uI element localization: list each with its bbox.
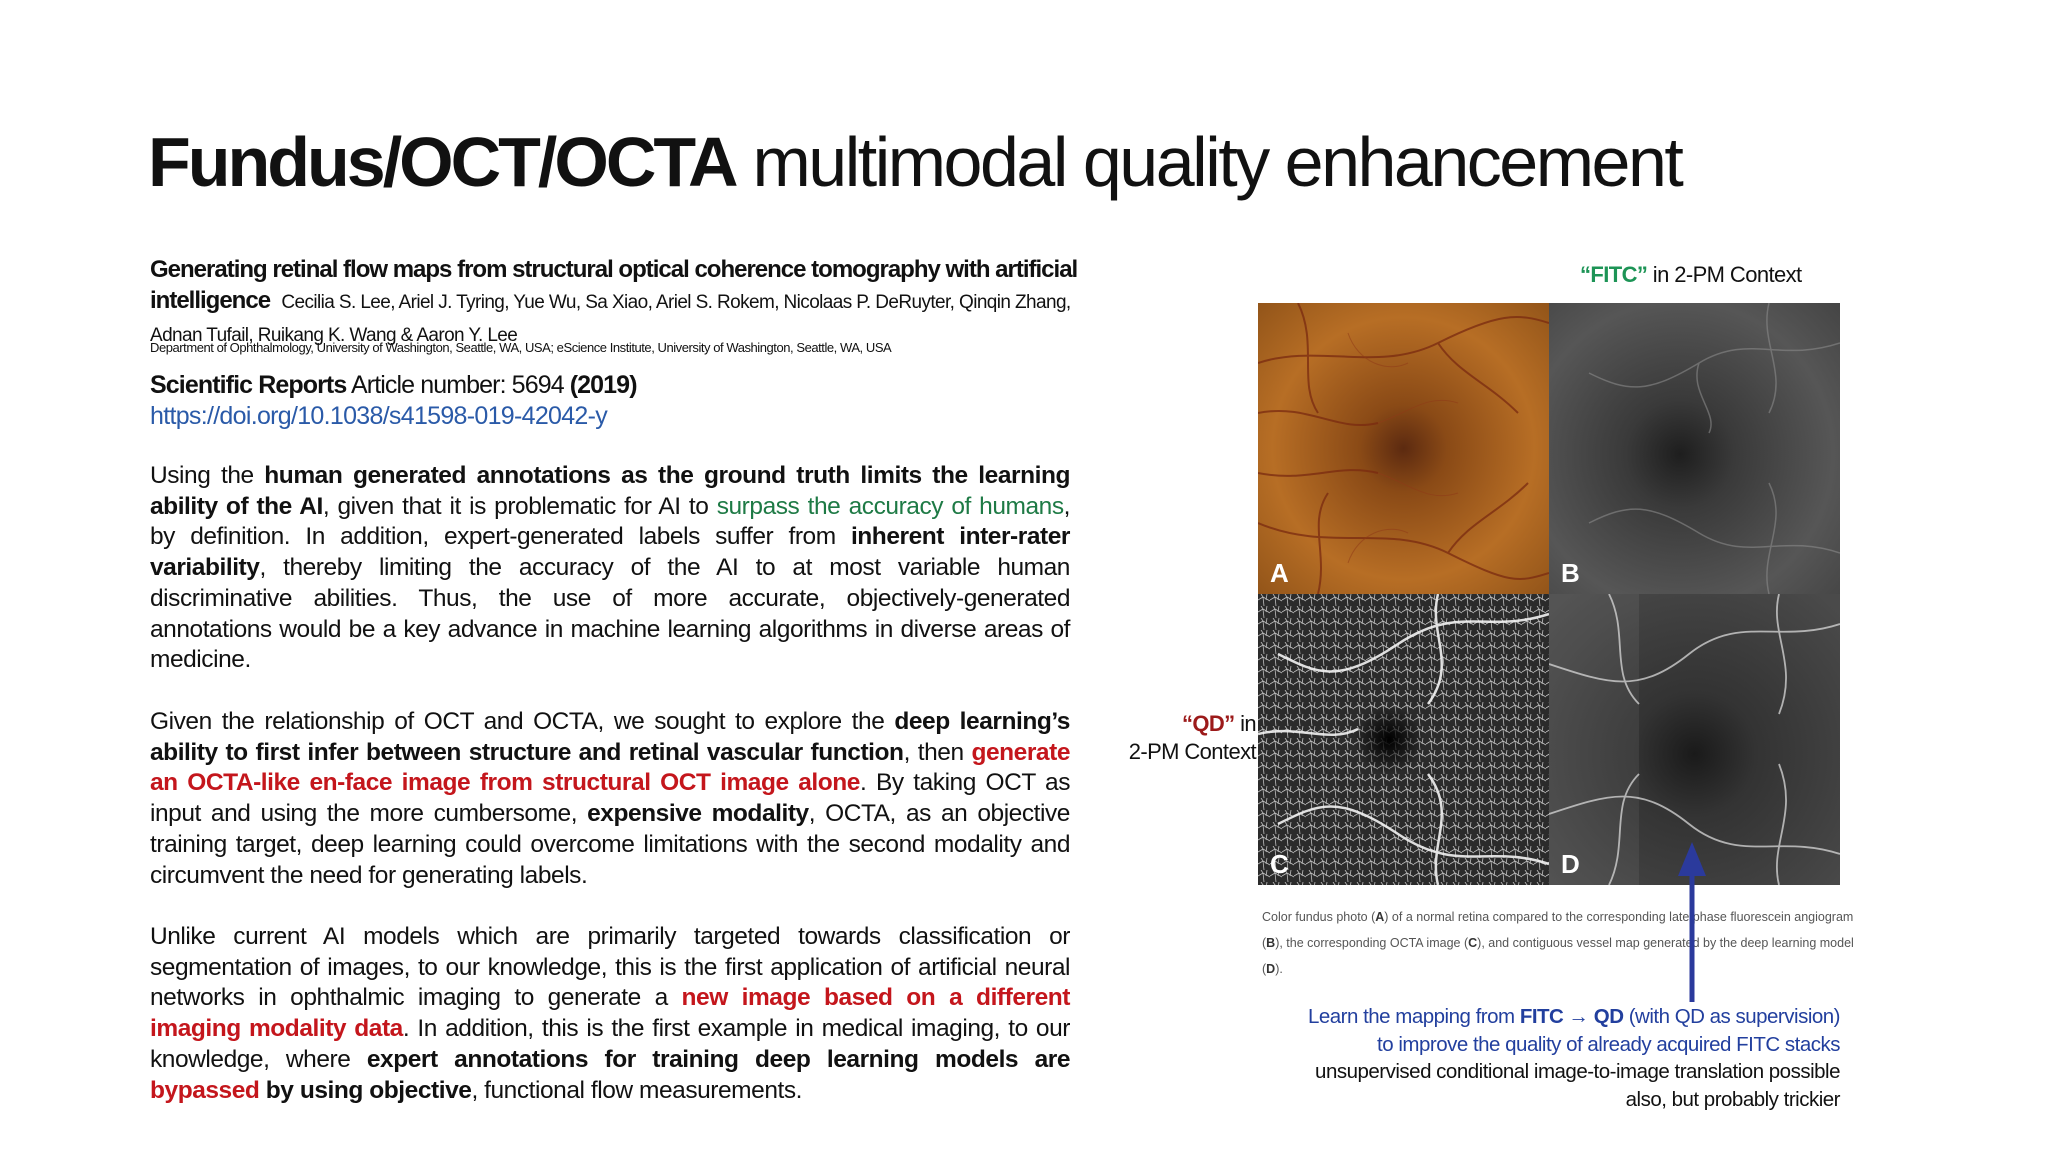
text-run: (with QD as supervision) xyxy=(1623,1005,1840,1028)
highlight-run: surpass the accuracy of humans xyxy=(716,492,1064,520)
highlight-run: generate an OCTA-like en-face image from structural OCT image alone xyxy=(150,738,1070,797)
text-run: Given the relationship of OCT and OCTA, we sought to explore the xyxy=(150,708,895,735)
text-run: , then xyxy=(903,738,972,766)
slide-title-bold: Fundus/OCT/OCTA xyxy=(148,123,736,201)
caption-text: ) of a normal retina compared to the corresponding late phase fluorescein angiogram ( xyxy=(1262,910,1854,950)
caption-ref: A xyxy=(1375,910,1385,924)
article-number: Article number: 5694 xyxy=(346,371,570,399)
text-run: , functional flow measurements. xyxy=(471,1076,803,1104)
emphasis-run: inherent inter-rater variability xyxy=(150,523,1070,582)
panel-label-a: A xyxy=(1270,558,1289,588)
paragraph-oct-octa xyxy=(150,707,1070,891)
qd-term: QD xyxy=(1593,1005,1624,1028)
text-run: . By taking OCT as input and using the more cumbersome, xyxy=(150,769,1070,828)
qd-name: “QD” xyxy=(1181,711,1235,736)
text-run: Learn the mapping from xyxy=(1307,1005,1520,1028)
text-run: , OCTA, as an objective training target, deep learning could overcome limitations with the second modality and circumvent the need for generating labels. xyxy=(150,800,1070,889)
emphasis-run: deep learning’s ability to first infer between structure and retinal vascular function xyxy=(150,708,1070,766)
fitc-name: “FITC” xyxy=(1580,262,1648,287)
text-run: . In addition, this is the first example in medical imaging, to our knowledge, where xyxy=(150,1015,1070,1073)
panel-label-b: B xyxy=(1561,558,1580,588)
fitc-term: FITC xyxy=(1519,1005,1564,1028)
arrow-up-icon xyxy=(1676,842,1708,1007)
caption-text: Color fundus photo ( xyxy=(1262,910,1376,924)
slide-title-rest: multimodal quality enhancement xyxy=(735,123,1682,201)
journal-name: Scientific Reports xyxy=(150,371,347,399)
paper-authors: Cecilia S. Lee, Ariel J. Tyring, Yue Wu, Sa Xiao, Ariel S. Rokem, Nicolaas P. DeRuyter, Qinqin Zhang, Adnan Tufail, Ruikang K. Wang & Aaron Y. Lee xyxy=(150,292,1071,346)
text-run: , given that it is problematic for AI to xyxy=(322,492,717,520)
text-run: Unlike current AI models which are primarily targeted towards classification or segmentation of images, to our knowledge, this is the first application of artificial neural networks in ophthalmic imaging to generate a xyxy=(150,923,1070,1012)
fitc-label xyxy=(1580,262,1802,288)
slide-title xyxy=(148,120,1681,204)
text-run: , by definition. In addition, expert-generated labels suffer from xyxy=(150,492,1070,551)
paragraph-novelty xyxy=(150,922,1070,1106)
paper-title: Generating retinal flow maps from structural optical coherence tomography with artificial intelligence xyxy=(150,256,1078,314)
panel-label-c: C xyxy=(1270,849,1289,879)
caption-ref: B xyxy=(1266,936,1276,950)
emphasis-run: by using objective xyxy=(259,1076,472,1104)
highlight-run: new image based on a different imaging modality data xyxy=(150,984,1071,1043)
publication-year: (2019) xyxy=(569,371,637,399)
fitc-context: in 2-PM Context xyxy=(1647,262,1802,287)
unsupervised-note-line-2: also, but probably trickier xyxy=(1625,1087,1840,1111)
highlight-run: bypassed xyxy=(150,1076,260,1104)
mapping-line-1 xyxy=(1180,1003,1840,1031)
fluorescein-angiogram-image xyxy=(1549,303,1840,594)
doi-link[interactable]: https://doi.org/10.1038/s41598-019-42042-y xyxy=(150,402,608,430)
paper-affiliation: Department of Ophthalmology, University of Washington, Seattle, WA, USA; eScience Institute, University of Washington, Seattle, WA, USA xyxy=(150,340,892,355)
caption-text: ). xyxy=(1275,962,1283,976)
caption-text: ), and contiguous vessel map generated by the deep learning model ( xyxy=(1262,936,1854,976)
arrow-term: → xyxy=(1563,1005,1594,1028)
retina-figure xyxy=(1258,303,1840,885)
qd-label xyxy=(1106,710,1256,766)
octa-image xyxy=(1258,594,1549,885)
paper-reference xyxy=(150,254,1080,351)
unsupervised-note-line-1: unsupervised conditional image-to-image translation possible xyxy=(1315,1060,1840,1083)
emphasis-run: expert annotations for training deep learning models are xyxy=(366,1045,1071,1073)
emphasis-run: expensive modality xyxy=(587,800,809,828)
panel-label-d: D xyxy=(1561,849,1580,879)
caption-ref: C xyxy=(1468,936,1478,950)
paragraph-ground-truth xyxy=(150,461,1070,676)
mapping-line-2: to improve the quality of already acquired FITC stacks xyxy=(1377,1032,1840,1056)
caption-ref: D xyxy=(1266,962,1276,976)
qd-context: 2-PM Context xyxy=(1128,739,1256,764)
paper-journal xyxy=(150,370,637,401)
qd-context: in xyxy=(1234,711,1256,736)
caption-text: ), the corresponding OCTA image ( xyxy=(1275,936,1469,950)
fundus-photo-image xyxy=(1258,303,1549,594)
figure-caption xyxy=(1262,904,1862,982)
text-run: Using the xyxy=(150,462,265,489)
emphasis-run: human generated annotations as the ground truth limits the learning ability of the AI xyxy=(150,462,1070,520)
mapping-note xyxy=(1180,1003,1840,1113)
text-run: , thereby limiting the accuracy of the AI to at most variable human discriminative abilities. Thus, the use of more accurate, objectively-generated annotations would be a key advance in machine learning algorithms in diverse areas of medicine. xyxy=(150,554,1070,674)
